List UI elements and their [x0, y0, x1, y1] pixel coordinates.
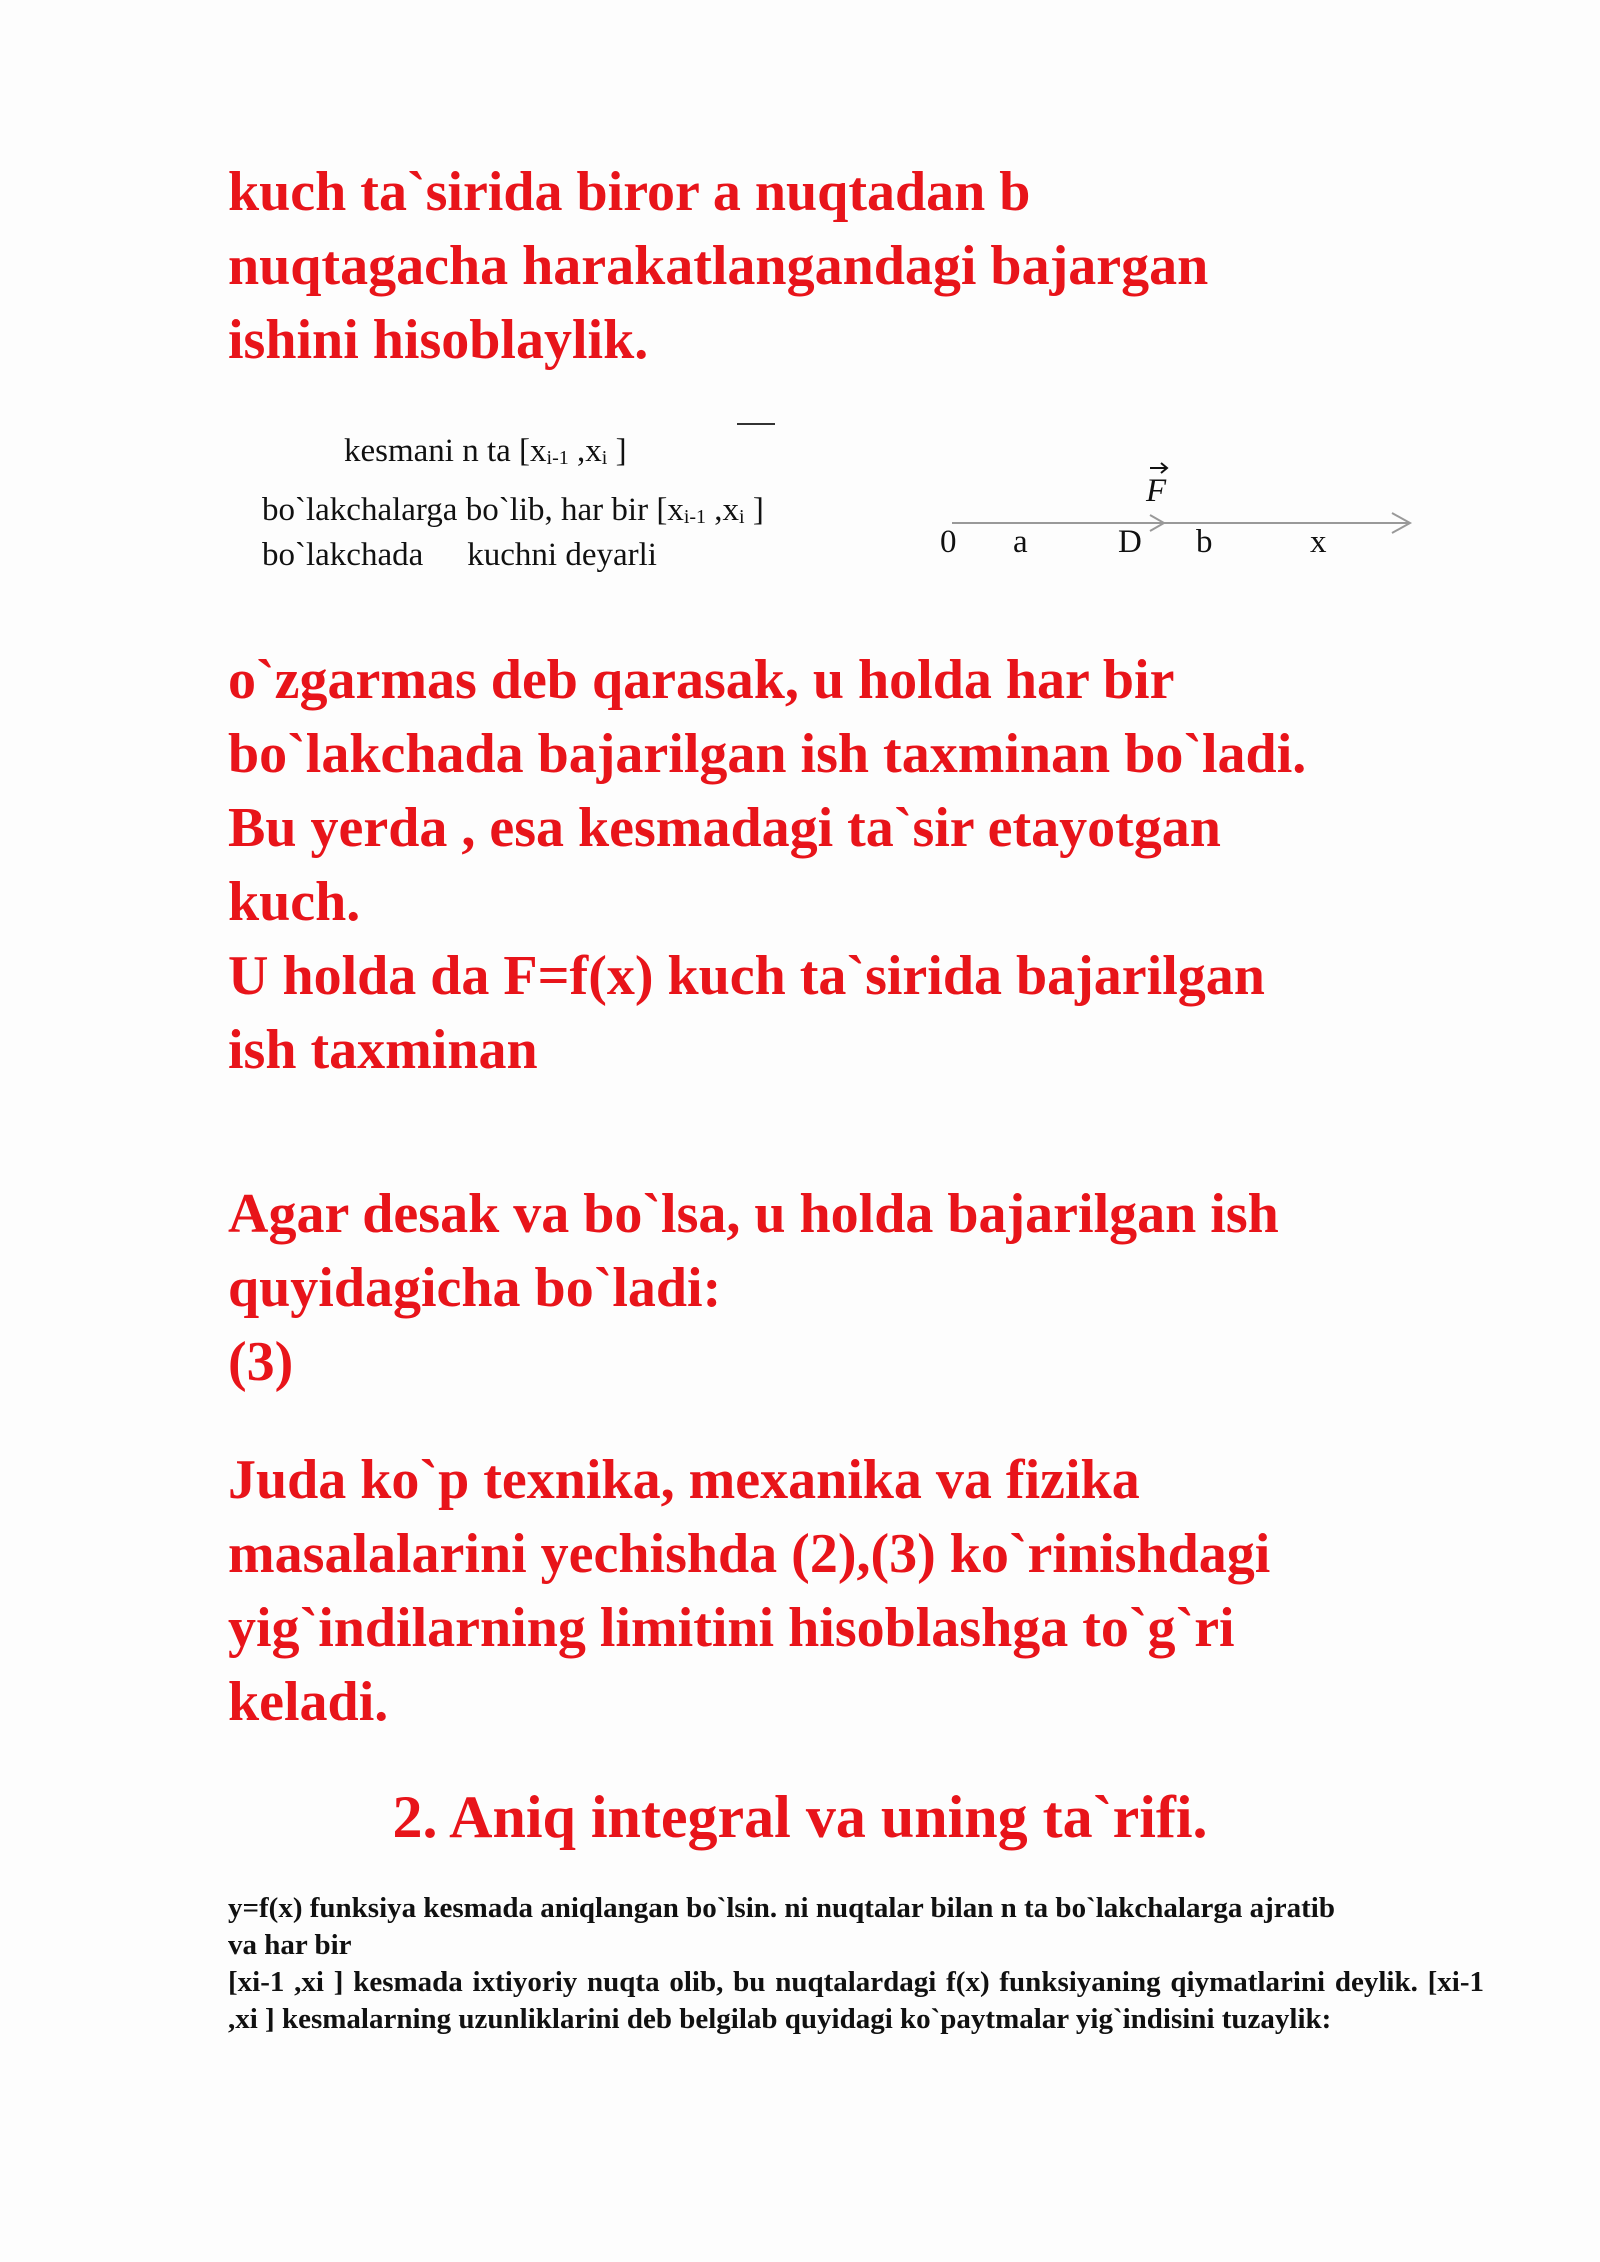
axis-label-d: D [1118, 524, 1142, 560]
text-line: kuch. [228, 871, 361, 933]
force-label: F [1146, 473, 1167, 509]
text-line: yig`indilarning limitini hisoblashga to`g`ri [228, 1597, 1235, 1659]
definition-paragraph [228, 1890, 1484, 2038]
text-line: y=f(x) funksiya kesmada aniqlangan bo`lsin. ni nuqtalar bilan n ta bo`lakchalarga ajratib [228, 1892, 1335, 1924]
text-line: bo`lakchada bajarilgan ish taxminan bo`ladi. [228, 723, 1307, 785]
text-line: ishini hisoblaylik. [228, 309, 649, 371]
text-line: [xi-1 ,xi ] kesmada ixtiyoriy nuqta olib, bu nuqtalardagi f(x) funksiyaning qiymatlarini deylik. [xi-1 ,xi ] kesmalarning uzunliklarini deb belgilab quyidagi ko`paytmalar yig`indisini tuzaylik: [228, 1966, 1484, 2035]
text-line: kuch ta`sirida biror a nuqtadan b [228, 161, 1031, 223]
formula-dash [737, 423, 775, 425]
text-line: o`zgarmas deb qarasak, u holda har bir [228, 649, 1175, 711]
text-line: nuqtagacha harakatlangandagi bajargan [228, 235, 1209, 297]
paragraph-limit [228, 1177, 1279, 1399]
force-diagram [940, 458, 1420, 568]
axis-label-a: a [1013, 524, 1028, 560]
paragraph-work-approx [228, 643, 1306, 1087]
small-text-line-3: bo`lakchada kuchni deyarli [262, 537, 657, 573]
text-line: quyidagicha bo`ladi: [228, 1257, 722, 1319]
small-text-line-1: kesmani n ta [$x_{i-1}$ $,x_i$ ] [344, 433, 627, 469]
axis-label-b: b [1196, 524, 1213, 560]
paragraph-applications [228, 1443, 1270, 1739]
text-line: U holda da F=f(x) kuch ta`sirida bajarilgan [228, 945, 1265, 1007]
text-line: Juda ko`p texnika, mexanika va fizika [228, 1449, 1140, 1511]
paragraph-intro [228, 155, 1208, 377]
text-line: Agar desak va bo`lsa, u holda bajarilgan ish [228, 1183, 1279, 1245]
text-line: Bu yerda , esa kesmadagi ta`sir etayotgan [228, 797, 1221, 859]
equation-number: (3) [228, 1331, 294, 1393]
section-heading: 2. Aniq integral va uning ta`rifi. [392, 1784, 1208, 1850]
axis-label-0: 0 [940, 524, 957, 560]
text-line: ish taxminan [228, 1019, 538, 1081]
axis-label-x: x [1310, 524, 1327, 560]
text-line: va har bir [228, 1929, 352, 1961]
axis-svg [940, 458, 1420, 568]
text-line: masalalarini yechishda (2),(3) ko`rinishdagi [228, 1523, 1271, 1585]
small-text-line-2: bo`lakchalarga bo`lib, har bir [$x_{i-1}$ $,x_i$ ] [262, 492, 764, 528]
text-line: keladi. [228, 1671, 389, 1733]
